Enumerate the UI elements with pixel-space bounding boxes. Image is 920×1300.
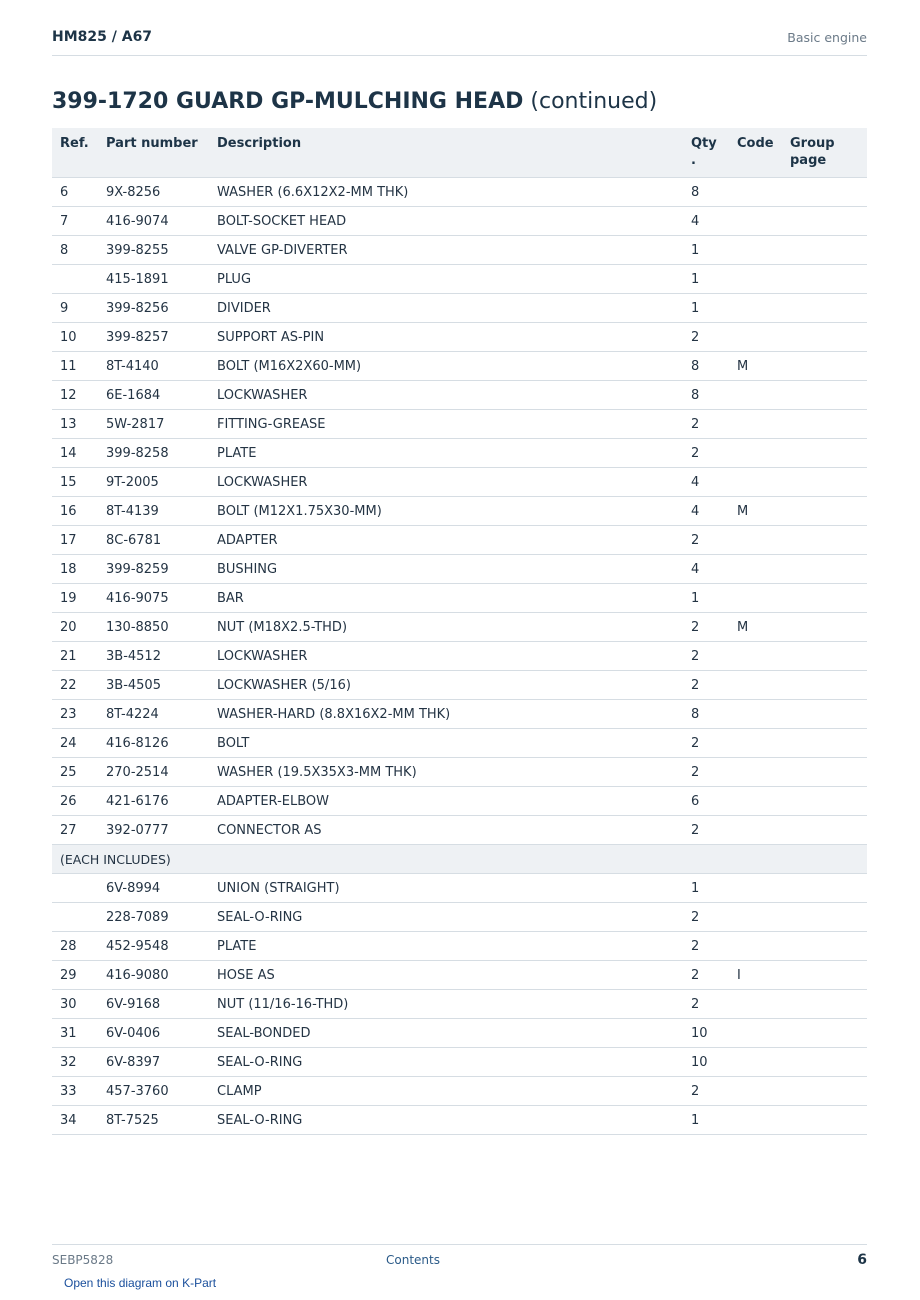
document-id: SEBP5828 — [52, 1253, 114, 1267]
cell-qty: 2 — [683, 990, 729, 1019]
cell-ref — [52, 265, 98, 294]
table-row — [52, 468, 867, 497]
cell-code: M — [729, 497, 782, 526]
section-label: Basic engine — [787, 30, 867, 45]
cell-description: ADAPTER-ELBOW — [209, 787, 683, 816]
cell-description: LOCKWASHER — [209, 468, 683, 497]
cell-group-page — [782, 352, 867, 381]
cell-qty: 2 — [683, 526, 729, 555]
cell-part-number: 399-8257 — [98, 323, 209, 352]
cell-code — [729, 410, 782, 439]
cell-ref: 13 — [52, 410, 98, 439]
cell-qty: 1 — [683, 265, 729, 294]
cell-part-number: 6V-9168 — [98, 990, 209, 1019]
cell-group-page — [782, 787, 867, 816]
cell-code — [729, 642, 782, 671]
cell-group-page — [782, 207, 867, 236]
col-header-ref: Ref. — [52, 128, 98, 178]
cell-code — [729, 178, 782, 207]
cell-ref — [52, 903, 98, 932]
table-row — [52, 787, 867, 816]
cell-description: DIVIDER — [209, 294, 683, 323]
col-header-code: Code — [729, 128, 782, 178]
cell-description: BOLT (M12X1.75X30-MM) — [209, 497, 683, 526]
cell-qty: 8 — [683, 178, 729, 207]
cell-qty: 1 — [683, 294, 729, 323]
cell-ref: 25 — [52, 758, 98, 787]
table-row — [52, 439, 867, 468]
cell-qty: 8 — [683, 352, 729, 381]
cell-part-number: 6V-0406 — [98, 1019, 209, 1048]
cell-ref: 31 — [52, 1019, 98, 1048]
cell-group-page — [782, 874, 867, 903]
cell-qty: 2 — [683, 323, 729, 352]
cell-group-page — [782, 468, 867, 497]
table-row — [52, 1048, 867, 1077]
cell-group-page — [782, 1048, 867, 1077]
cell-description: SEAL-O-RING — [209, 903, 683, 932]
cell-qty: 4 — [683, 468, 729, 497]
cell-qty: 1 — [683, 1106, 729, 1135]
cell-group-page — [782, 1106, 867, 1135]
cell-qty: 2 — [683, 961, 729, 990]
table-note-row — [52, 845, 867, 874]
cell-qty: 1 — [683, 584, 729, 613]
cell-code — [729, 700, 782, 729]
cell-qty: 10 — [683, 1019, 729, 1048]
cell-part-number: 270-2514 — [98, 758, 209, 787]
cell-ref: 19 — [52, 584, 98, 613]
cell-group-page — [782, 700, 867, 729]
cell-description: NUT (M18X2.5-THD) — [209, 613, 683, 642]
cell-qty: 2 — [683, 903, 729, 932]
table-row — [52, 1106, 867, 1135]
cell-group-page — [782, 642, 867, 671]
kpart-diagram-link[interactable]: Open this diagram on K-Part — [64, 1276, 217, 1290]
cell-description: LOCKWASHER — [209, 381, 683, 410]
cell-qty: 1 — [683, 874, 729, 903]
cell-qty: 4 — [683, 555, 729, 584]
cell-code — [729, 1077, 782, 1106]
cell-part-number: 399-8255 — [98, 236, 209, 265]
cell-group-page — [782, 439, 867, 468]
table-row — [52, 961, 867, 990]
cell-part-number: 421-6176 — [98, 787, 209, 816]
cell-part-number: 8T-7525 — [98, 1106, 209, 1135]
table-row — [52, 526, 867, 555]
cell-code — [729, 381, 782, 410]
cell-part-number: 130-8850 — [98, 613, 209, 642]
cell-group-page — [782, 903, 867, 932]
cell-ref: 27 — [52, 816, 98, 845]
cell-ref: 14 — [52, 439, 98, 468]
cell-description: VALVE GP-DIVERTER — [209, 236, 683, 265]
cell-part-number: 6V-8397 — [98, 1048, 209, 1077]
page-number: 6 — [857, 1252, 867, 1268]
cell-part-number: 5W-2817 — [98, 410, 209, 439]
cell-ref: 29 — [52, 961, 98, 990]
cell-part-number: 3B-4512 — [98, 642, 209, 671]
cell-code — [729, 294, 782, 323]
cell-ref: 23 — [52, 700, 98, 729]
cell-group-page — [782, 323, 867, 352]
cell-ref: 18 — [52, 555, 98, 584]
cell-description: FITTING-GREASE — [209, 410, 683, 439]
cell-qty: 2 — [683, 613, 729, 642]
cell-ref: 6 — [52, 178, 98, 207]
cell-code — [729, 439, 782, 468]
cell-group-page — [782, 671, 867, 700]
cell-group-page — [782, 584, 867, 613]
cell-code — [729, 526, 782, 555]
cell-ref: 34 — [52, 1106, 98, 1135]
cell-ref: 7 — [52, 207, 98, 236]
table-row — [52, 671, 867, 700]
cell-part-number: 8T-4140 — [98, 352, 209, 381]
cell-part-number: 457-3760 — [98, 1077, 209, 1106]
cell-ref: 28 — [52, 932, 98, 961]
cell-qty: 10 — [683, 1048, 729, 1077]
title-main: 399-1720 GUARD GP-MULCHING HEAD — [52, 89, 524, 114]
table-row — [52, 381, 867, 410]
cell-code — [729, 874, 782, 903]
cell-code — [729, 816, 782, 845]
cell-part-number: 399-8258 — [98, 439, 209, 468]
table-row — [52, 584, 867, 613]
cell-group-page — [782, 497, 867, 526]
cell-qty: 6 — [683, 787, 729, 816]
cell-qty: 2 — [683, 932, 729, 961]
cell-group-page — [782, 1077, 867, 1106]
cell-code — [729, 990, 782, 1019]
cell-qty: 2 — [683, 729, 729, 758]
cell-ref: 20 — [52, 613, 98, 642]
table-row — [52, 178, 867, 207]
cell-group-page — [782, 526, 867, 555]
cell-ref: 16 — [52, 497, 98, 526]
cell-group-page — [782, 1019, 867, 1048]
cell-ref: 24 — [52, 729, 98, 758]
cell-part-number: 416-9074 — [98, 207, 209, 236]
table-header-row — [52, 128, 867, 178]
table-row — [52, 613, 867, 642]
cell-code — [729, 903, 782, 932]
cell-code — [729, 323, 782, 352]
cell-description: WASHER (19.5X35X3-MM THK) — [209, 758, 683, 787]
cell-description: BAR — [209, 584, 683, 613]
col-header-part-number: Part number — [98, 128, 209, 178]
cell-description: BOLT-SOCKET HEAD — [209, 207, 683, 236]
cell-qty: 2 — [683, 1077, 729, 1106]
cell-group-page — [782, 729, 867, 758]
table-row — [52, 265, 867, 294]
cell-part-number: 9T-2005 — [98, 468, 209, 497]
cell-part-number: 228-7089 — [98, 903, 209, 932]
cell-ref: 32 — [52, 1048, 98, 1077]
table-row — [52, 323, 867, 352]
table-row — [52, 700, 867, 729]
parts-table-body — [52, 178, 867, 1135]
cell-group-page — [782, 758, 867, 787]
cell-part-number: 399-8256 — [98, 294, 209, 323]
table-row — [52, 758, 867, 787]
table-row — [52, 555, 867, 584]
cell-group-page — [782, 236, 867, 265]
cell-ref: 10 — [52, 323, 98, 352]
table-row — [52, 903, 867, 932]
cell-group-page — [782, 961, 867, 990]
cell-part-number: 416-9080 — [98, 961, 209, 990]
cell-description: WASHER (6.6X12X2-MM THK) — [209, 178, 683, 207]
cell-ref: 11 — [52, 352, 98, 381]
cell-description: WASHER-HARD (8.8X16X2-MM THK) — [209, 700, 683, 729]
cell-code — [729, 468, 782, 497]
cell-description: UNION (STRAIGHT) — [209, 874, 683, 903]
col-header-description: Description — [209, 128, 683, 178]
cell-ref: 21 — [52, 642, 98, 671]
cell-code — [729, 1106, 782, 1135]
cell-code — [729, 1048, 782, 1077]
cell-part-number: 392-0777 — [98, 816, 209, 845]
cell-group-page — [782, 990, 867, 1019]
cell-description: PLATE — [209, 439, 683, 468]
cell-description: CONNECTOR AS — [209, 816, 683, 845]
cell-part-number: 8C-6781 — [98, 526, 209, 555]
cell-part-number: 3B-4505 — [98, 671, 209, 700]
cell-part-number: 6V-8994 — [98, 874, 209, 903]
cell-code — [729, 584, 782, 613]
cell-ref: 15 — [52, 468, 98, 497]
cell-code — [729, 758, 782, 787]
page-title — [52, 89, 657, 114]
table-row — [52, 990, 867, 1019]
cell-qty: 2 — [683, 816, 729, 845]
cell-code: M — [729, 352, 782, 381]
table-row — [52, 497, 867, 526]
cell-description: PLUG — [209, 265, 683, 294]
table-row — [52, 874, 867, 903]
cell-part-number: 399-8259 — [98, 555, 209, 584]
cell-qty: 4 — [683, 207, 729, 236]
cell-code — [729, 1019, 782, 1048]
table-row — [52, 816, 867, 845]
contents-link[interactable]: Contents — [386, 1253, 440, 1267]
cell-part-number: 452-9548 — [98, 932, 209, 961]
table-row — [52, 729, 867, 758]
cell-description: BOLT — [209, 729, 683, 758]
cell-ref: 33 — [52, 1077, 98, 1106]
cell-group-page — [782, 294, 867, 323]
cell-qty: 2 — [683, 439, 729, 468]
cell-ref: 30 — [52, 990, 98, 1019]
cell-description: SEAL-BONDED — [209, 1019, 683, 1048]
cell-group-page — [782, 613, 867, 642]
table-row — [52, 932, 867, 961]
cell-code: I — [729, 961, 782, 990]
cell-description: NUT (11/16-16-THD) — [209, 990, 683, 1019]
table-row — [52, 236, 867, 265]
cell-code — [729, 729, 782, 758]
col-header-qty: Qty . — [683, 128, 729, 178]
cell-description: BUSHING — [209, 555, 683, 584]
cell-description: BOLT (M16X2X60-MM) — [209, 352, 683, 381]
table-row — [52, 1077, 867, 1106]
cell-description: HOSE AS — [209, 961, 683, 990]
cell-qty: 8 — [683, 381, 729, 410]
cell-description: LOCKWASHER (5/16) — [209, 671, 683, 700]
cell-part-number: 6E-1684 — [98, 381, 209, 410]
page-header — [52, 28, 867, 56]
cell-ref: 17 — [52, 526, 98, 555]
cell-group-page — [782, 555, 867, 584]
cell-code — [729, 787, 782, 816]
cell-part-number: 9X-8256 — [98, 178, 209, 207]
footer-divider — [52, 1244, 867, 1245]
cell-part-number: 416-9075 — [98, 584, 209, 613]
table-row — [52, 410, 867, 439]
cell-group-page — [782, 932, 867, 961]
note-cell: (EACH INCLUDES) — [52, 845, 867, 874]
cell-group-page — [782, 265, 867, 294]
model-label: HM825 / A67 — [52, 29, 153, 45]
cell-code — [729, 236, 782, 265]
cell-ref — [52, 874, 98, 903]
cell-description: ADAPTER — [209, 526, 683, 555]
cell-qty: 2 — [683, 410, 729, 439]
cell-part-number: 416-8126 — [98, 729, 209, 758]
cell-ref: 9 — [52, 294, 98, 323]
cell-description: CLAMP — [209, 1077, 683, 1106]
cell-code — [729, 932, 782, 961]
cell-qty: 2 — [683, 758, 729, 787]
table-row — [52, 1019, 867, 1048]
cell-description: LOCKWASHER — [209, 642, 683, 671]
cell-ref: 12 — [52, 381, 98, 410]
cell-ref: 26 — [52, 787, 98, 816]
cell-code: M — [729, 613, 782, 642]
cell-ref: 8 — [52, 236, 98, 265]
cell-description: SUPPORT AS-PIN — [209, 323, 683, 352]
cell-qty: 2 — [683, 671, 729, 700]
cell-part-number: 8T-4139 — [98, 497, 209, 526]
cell-part-number: 8T-4224 — [98, 700, 209, 729]
cell-code — [729, 555, 782, 584]
col-header-group-page: Group page — [782, 128, 867, 178]
cell-code — [729, 671, 782, 700]
cell-description: SEAL-O-RING — [209, 1048, 683, 1077]
cell-group-page — [782, 816, 867, 845]
cell-code — [729, 265, 782, 294]
cell-code — [729, 207, 782, 236]
cell-qty: 8 — [683, 700, 729, 729]
cell-description: PLATE — [209, 932, 683, 961]
table-row — [52, 207, 867, 236]
cell-qty: 1 — [683, 236, 729, 265]
table-row — [52, 642, 867, 671]
cell-group-page — [782, 410, 867, 439]
table-row — [52, 352, 867, 381]
cell-part-number: 415-1891 — [98, 265, 209, 294]
table-row — [52, 294, 867, 323]
parts-table — [52, 128, 867, 1135]
cell-qty: 4 — [683, 497, 729, 526]
cell-qty: 2 — [683, 642, 729, 671]
cell-description: SEAL-O-RING — [209, 1106, 683, 1135]
cell-group-page — [782, 178, 867, 207]
cell-group-page — [782, 381, 867, 410]
cell-ref: 22 — [52, 671, 98, 700]
title-suffix: (continued) — [530, 89, 658, 114]
